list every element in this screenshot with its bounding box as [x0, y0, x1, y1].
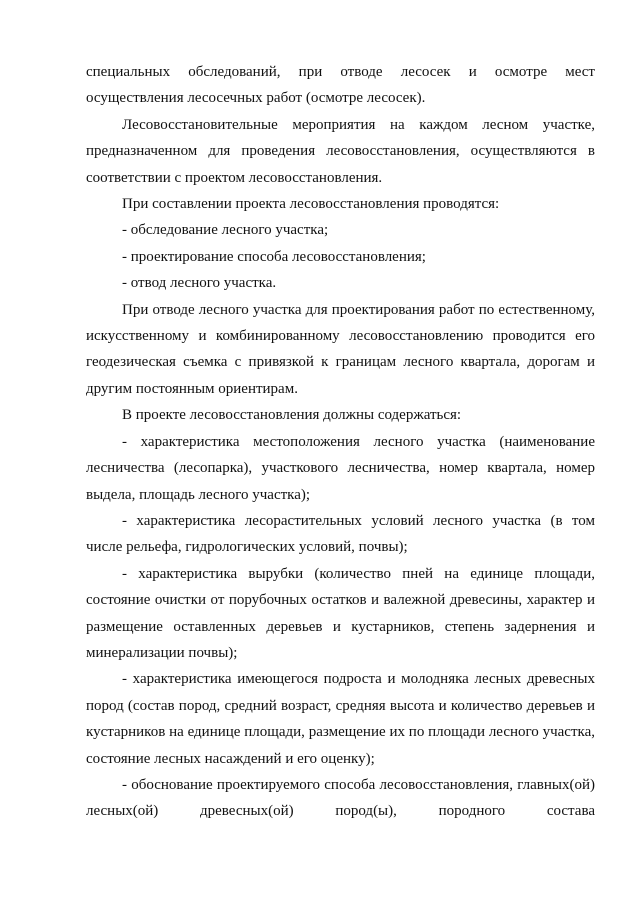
list-item-growing-conditions: - характеристика лесорастительных условий лесного участка (в том числе рельефа, гидрологических условий, почвы); — [86, 512, 595, 556]
paragraph-continuation: специальных обследований, при отводе лесосек и осмотре мест осуществления лесосечных работ (осмотре лесосек). — [86, 64, 595, 107]
list-item-method-design: - проектирование способа лесовосстановления; — [122, 248, 426, 265]
list-item-method-justification: - обоснование проектируемого способа лесовосстановления, главных(ой) лесных(ой) древесных(ой) пород(ы), породного состава — [86, 776, 595, 820]
list-item-undergrowth: - характеристика имеющегося подроста и молодняка лесных древесных пород (состав пород, средний возраст, средняя высота и количество деревьев и кустарников на единице площади, размещение их по площади лесного участка, состояние лесных насаждений и его оценку); — [86, 671, 595, 767]
list-item-plot-allotment: - отвод лесного участка. — [122, 275, 277, 292]
paragraph-project-contents: В проекте лесовосстановления должны содержаться: — [122, 407, 462, 424]
paragraph-geodetic-survey: При отводе лесного участка для проектирования работ по естественному, искусственному и комбинированному лесовосстановлению проводится его геодезическая съемка с привязкой к границам лесного квартала, дорогам и другим постоянным ориентирам. — [86, 301, 595, 397]
paragraph-reforestation-measures: Лесовосстановительные мероприятия на каждом лесном участке, предназначенном для проведения лесовосстановления, осуществляются в соответствии с проектом лесовосстановления. — [86, 116, 595, 186]
list-item-location: - характеристика местоположения лесного участка (наименование лесничества (лесопарка), участкового лесничества, номер квартала, номер выдела, площадь лесного участка); — [86, 433, 595, 503]
list-item-survey: - обследование лесного участка; — [122, 222, 329, 239]
list-item-clearing: - характеристика вырубки (количество пней на единице площади, состояние очистки от порубочных остатков и валежной древесины, характер и размещение оставленных деревьев и кустарников, степень задернения и минерализации почвы); — [86, 565, 595, 661]
document-body — [86, 59, 595, 825]
paragraph-project-preparation: При составлении проекта лесовосстановления проводятся: — [122, 196, 500, 213]
